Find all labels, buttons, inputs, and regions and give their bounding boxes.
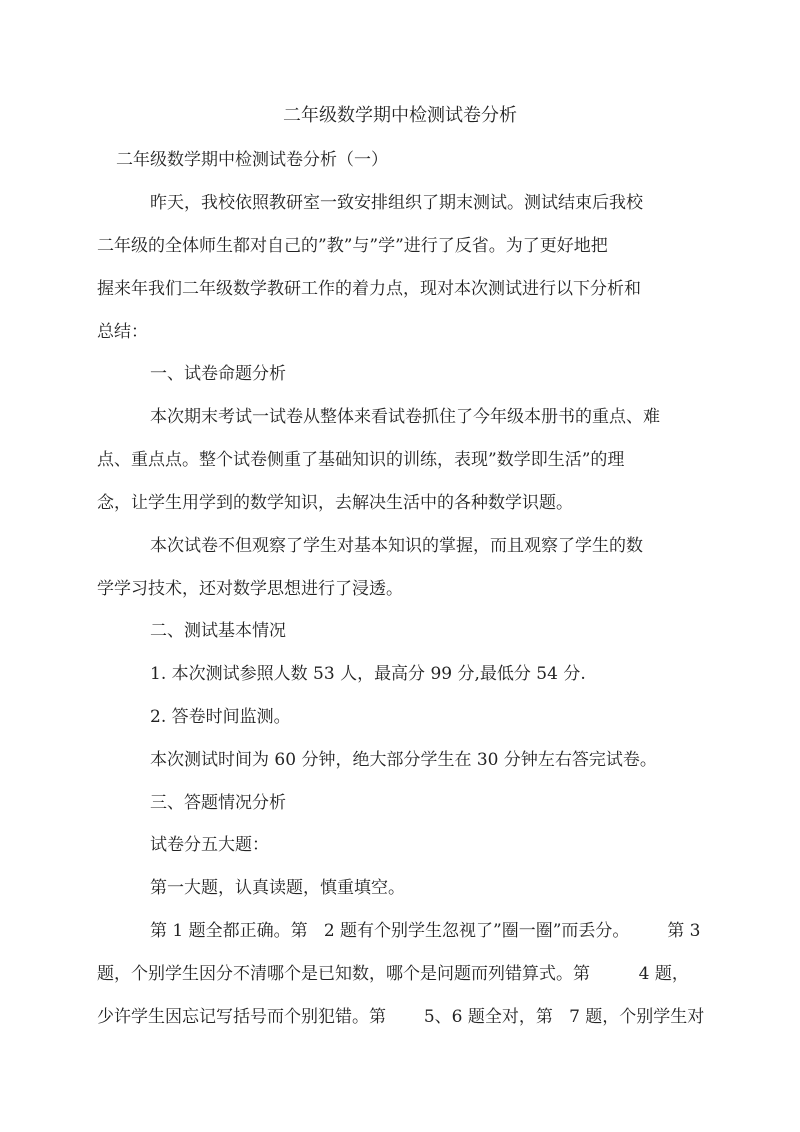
paragraph-line: 本次测试时间为 60 分钟，绝大部分学生在 30 分钟左右答完试卷。 (150, 750, 657, 770)
paragraph-line: 本次期末考试一试卷从整体来看试卷抓住了今年级本册书的重点、难 (150, 407, 660, 427)
document-subtitle: 二年级数学期中检测试卷分析（一） (116, 150, 388, 170)
paragraph-line: 二年级的全体师生都对自己的”教”与”学”进行了反省。为了更好地把 (97, 236, 608, 256)
paragraph-line: 第一大题，认真读题，慎重填空。 (150, 878, 405, 898)
list-item: 1. 本次测试参照人数 53 人，最高分 99 分,最低分 54 分. (150, 664, 586, 684)
paragraph-line: 试卷分五大题： (150, 835, 269, 855)
section-heading: 二、测试基本情况 (150, 621, 286, 641)
paragraph-line: 第 1 题全都正确。第 2 题有个别学生忽视了”圈一圈”而丢分。 第 3 (150, 921, 701, 941)
paragraph-line: 握来年我们二年级数学教研工作的着力点，现对本次测试进行以下分析和 (97, 279, 641, 299)
paragraph-line: 点、重点点。整个试卷侧重了基础知识的训练，表现”数学即生活”的理 (97, 450, 625, 470)
section-heading: 三、答题情况分析 (150, 793, 286, 813)
section-heading: 一、试卷命题分析 (150, 364, 286, 384)
paragraph-line: 总结： (97, 322, 148, 342)
paragraph-line: 题，个别学生因分不清哪个是已知数，哪个是问题而列错算式。第 4 题， (97, 964, 689, 984)
document-title: 二年级数学期中检测试卷分析 (283, 105, 517, 126)
paragraph-line: 本次试卷不但观察了学生对基本知识的掌握，而且观察了学生的数 (150, 536, 643, 556)
paragraph-line: 少许学生因忘记写括号而个别犯错。第 5、6 题全对，第 7 题，个别学生对 (97, 1007, 705, 1027)
paragraph-line: 学学习技术，还对数学思想进行了浸透。 (97, 579, 403, 599)
paragraph-line: 念，让学生用学到的数学知识，去解决生活中的各种数学识题。 (97, 493, 573, 513)
list-item: 2. 答卷时间监测。 (150, 707, 291, 727)
paragraph-line: 昨天，我校依照教研室一致安排组织了期末测试。测试结束后我校 (150, 193, 643, 213)
